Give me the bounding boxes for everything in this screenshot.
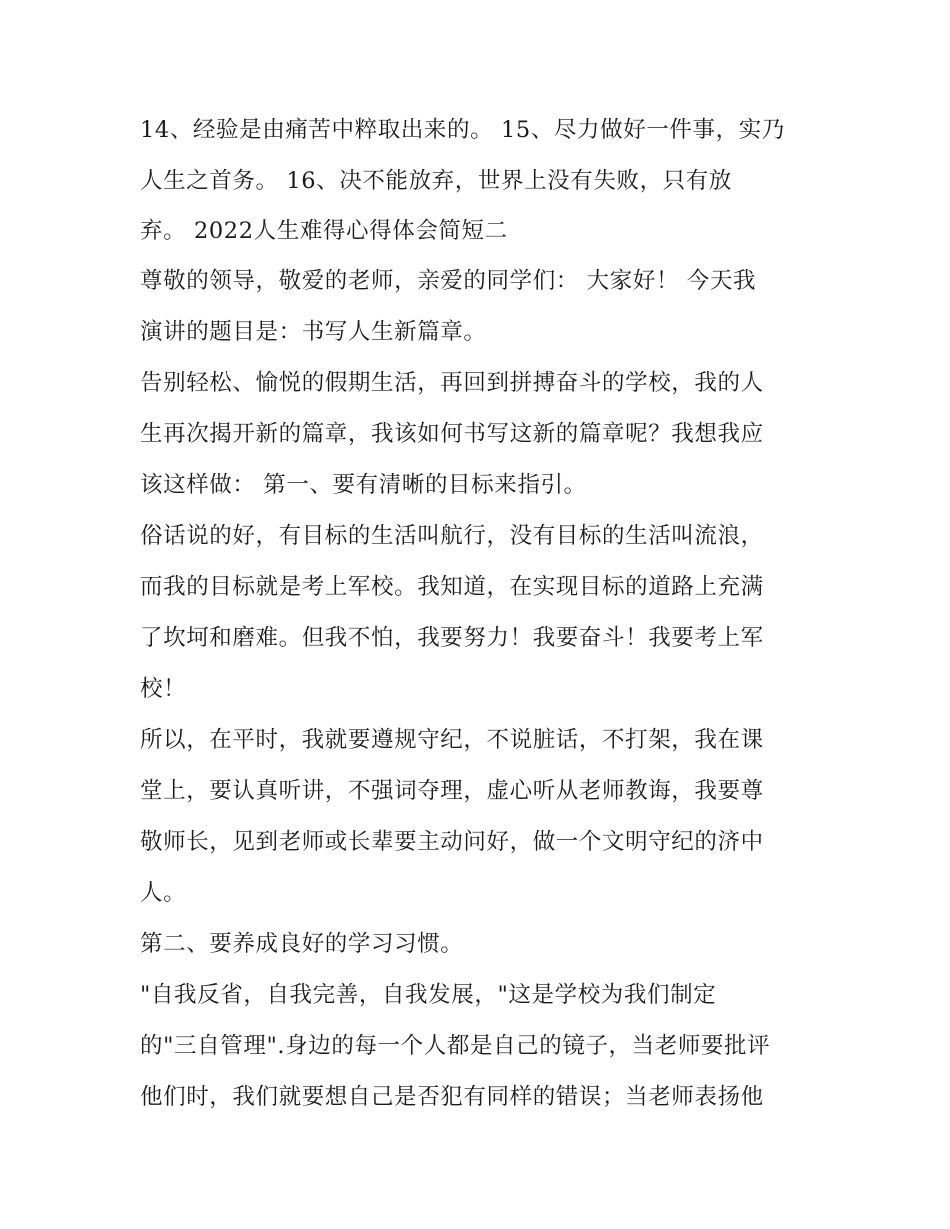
text-line: 校！ <box>140 676 187 702</box>
text-line: 演讲的题目是：书写人生新篇章。 <box>140 319 487 345</box>
text-line: 人生之首务。 16、决不能放弃，世界上没有失败，只有放 <box>140 168 732 194</box>
text-line: 的"三自管理".身边的每一个人都是自己的镜子，当老师要批评 <box>140 1033 771 1059</box>
text-line: 俗话说的好，有目标的生活叫航行，没有目标的生活叫流浪， <box>140 523 764 549</box>
text-line: 14、经验是由痛苦中粹取出来的。 15、尽力做好一件事，实乃 <box>140 117 785 143</box>
text-line: 告别轻松、愉悦的假期生活，再回到拼搏奋斗的学校，我的人 <box>140 370 764 396</box>
text-line: 而我的目标就是考上军校。我知道，在实现目标的道路上充满 <box>140 574 764 600</box>
text-line: 他们时，我们就要想自己是否犯有同样的错误；当老师表扬他 <box>140 1084 764 1110</box>
text-line: 尊敬的领导，敬爱的老师，亲爱的同学们： 大家好！ 今天我 <box>140 268 757 294</box>
text-line: 堂上，要认真听讲，不强词夺理，虚心听从老师教诲，我要尊 <box>140 778 764 804</box>
text-line: 敬师长，见到老师或长辈要主动问好，做一个文明守纪的济中 <box>140 829 764 855</box>
text-line: 生再次揭开新的篇章，我该如何书写这新的篇章呢？我想我应 <box>140 421 764 447</box>
text-line: 了坎坷和磨难。但我不怕，我要努力！我要奋斗！我要考上军 <box>140 625 764 651</box>
text-line: 该这样做： 第一、要有清晰的目标来指引。 <box>140 472 587 498</box>
text-line: 人。 <box>140 880 187 906</box>
text-line: 所以，在平时，我就要遵规守纪，不说脏话，不打架，我在课 <box>140 727 764 753</box>
text-line: 第二、要养成良好的学习习惯。 <box>140 931 464 957</box>
text-line: 弃。 2022人生难得心得体会简短二 <box>140 218 508 244</box>
text-line: "自我反省，自我完善，自我发展，"这是学校为我们制定 <box>140 982 717 1008</box>
